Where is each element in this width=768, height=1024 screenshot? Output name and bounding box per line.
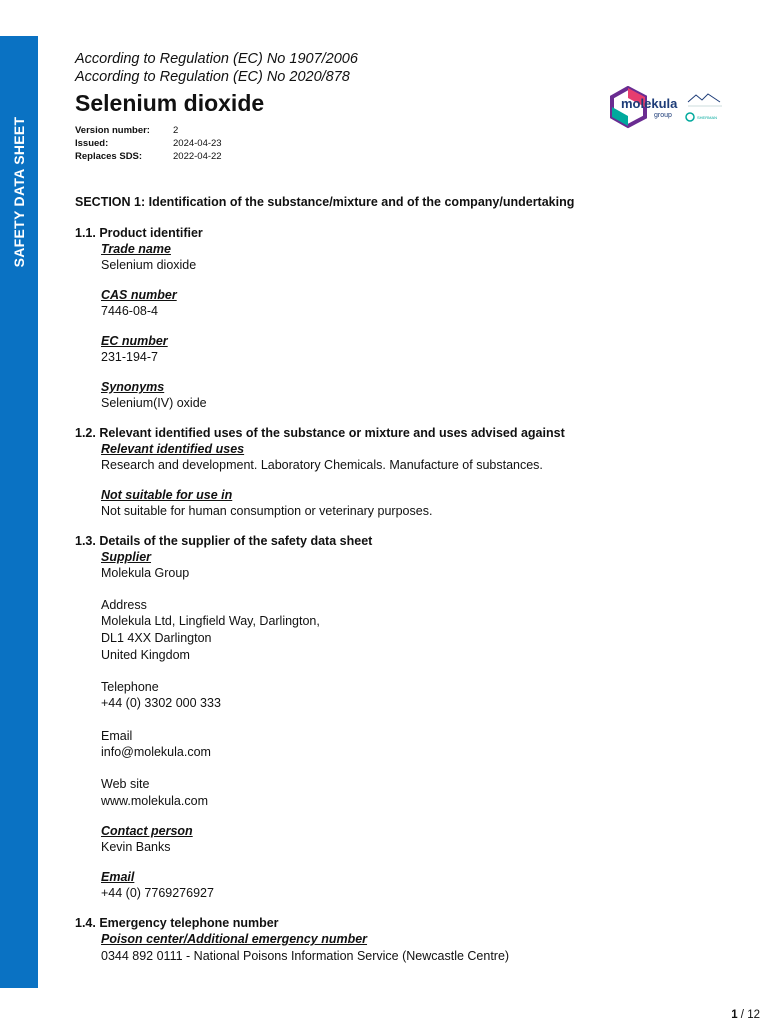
molekula-logo: [610, 86, 730, 130]
replaces-label: Replaces SDS:: [75, 151, 143, 162]
logo-sub-text: group: [654, 112, 672, 119]
regulation-line-2: According to Regulation (EC) No 2020/878: [75, 69, 350, 85]
cas-label: CAS number: [101, 288, 177, 302]
uses-label: Relevant identified uses: [101, 442, 245, 456]
ec-value: 231-194-7: [101, 350, 158, 364]
cas-value: 7446-08-4: [101, 304, 158, 318]
logo-leaf-icon: [686, 113, 694, 121]
heading-1-3: 1.3. Details of the supplier of the safety data sheet: [75, 534, 373, 548]
address-line-1: Molekula Ltd, Lingfield Way, Darlington,: [101, 614, 320, 628]
not-suitable-label: Not suitable for use in: [101, 488, 233, 502]
heading-1-4: 1.4. Emergency telephone number: [75, 916, 279, 930]
heading-1-2: 1.2. Relevant identified uses of the substance or mixture and uses advised against: [75, 426, 565, 440]
replaces-value: 2022-04-22: [173, 151, 222, 162]
contact-person-label: Contact person: [101, 824, 193, 838]
telephone-label: Telephone: [101, 680, 159, 694]
website-label: Web site: [101, 777, 150, 791]
version-label: Version number:: [75, 125, 150, 136]
address-label: Address: [101, 598, 147, 612]
trade-name-value: Selenium dioxide: [101, 258, 197, 272]
page-current: 1: [731, 1009, 738, 1021]
sidebar-label: SAFETY DATA SHEET: [11, 116, 27, 268]
poison-center-label: Poison center/Additional emergency number: [101, 932, 368, 946]
page-total: 12: [747, 1009, 760, 1021]
section-1-title: SECTION 1: Identification of the substance/mixture and of the company/undertaking: [75, 195, 575, 209]
supplier-value: Molekula Group: [101, 566, 190, 580]
supplier-label: Supplier: [101, 550, 152, 564]
address-line-2: DL1 4XX Darlington: [101, 631, 212, 645]
website-value: www.molekula.com: [101, 794, 208, 808]
regulation-line-1: According to Regulation (EC) No 1907/2006: [75, 51, 358, 67]
email-label: Email: [101, 729, 133, 743]
contact-email-value: +44 (0) 7769276927: [101, 886, 214, 900]
telephone-value: +44 (0) 3302 000 333: [101, 696, 221, 710]
issued-value: 2024-04-23: [173, 138, 222, 149]
page-number: [731, 1009, 760, 1021]
synonyms-label: Synonyms: [101, 380, 165, 394]
poison-center-value: 0344 892 0111 - National Poisons Information Service (Newcastle Centre): [101, 949, 510, 963]
logo-brand-text: molekula: [621, 96, 678, 111]
logo-house-icon: [688, 94, 720, 102]
page-title: Selenium dioxide: [75, 90, 265, 116]
synonyms-value: Selenium(IV) oxide: [101, 396, 207, 410]
not-suitable-value: Not suitable for human consumption or veterinary purposes.: [101, 504, 433, 518]
page-separator: /: [737, 1009, 748, 1021]
issued-label: Issued:: [75, 138, 109, 149]
heading-1-1: 1.1. Product identifier: [75, 226, 203, 240]
uses-value: Research and development. Laboratory Chemicals. Manufacture of substances.: [101, 458, 543, 472]
contact-email-label: Email: [101, 870, 135, 884]
ec-label: EC number: [101, 334, 168, 348]
address-line-3: United Kingdom: [101, 648, 190, 662]
logo-secondary-text: SHERMAN: [697, 115, 718, 120]
trade-name-label: Trade name: [101, 242, 171, 256]
contact-person-value: Kevin Banks: [101, 840, 171, 854]
version-value: 2: [173, 125, 179, 136]
email-value: info@molekula.com: [101, 745, 211, 759]
sidebar-band: [0, 36, 38, 988]
